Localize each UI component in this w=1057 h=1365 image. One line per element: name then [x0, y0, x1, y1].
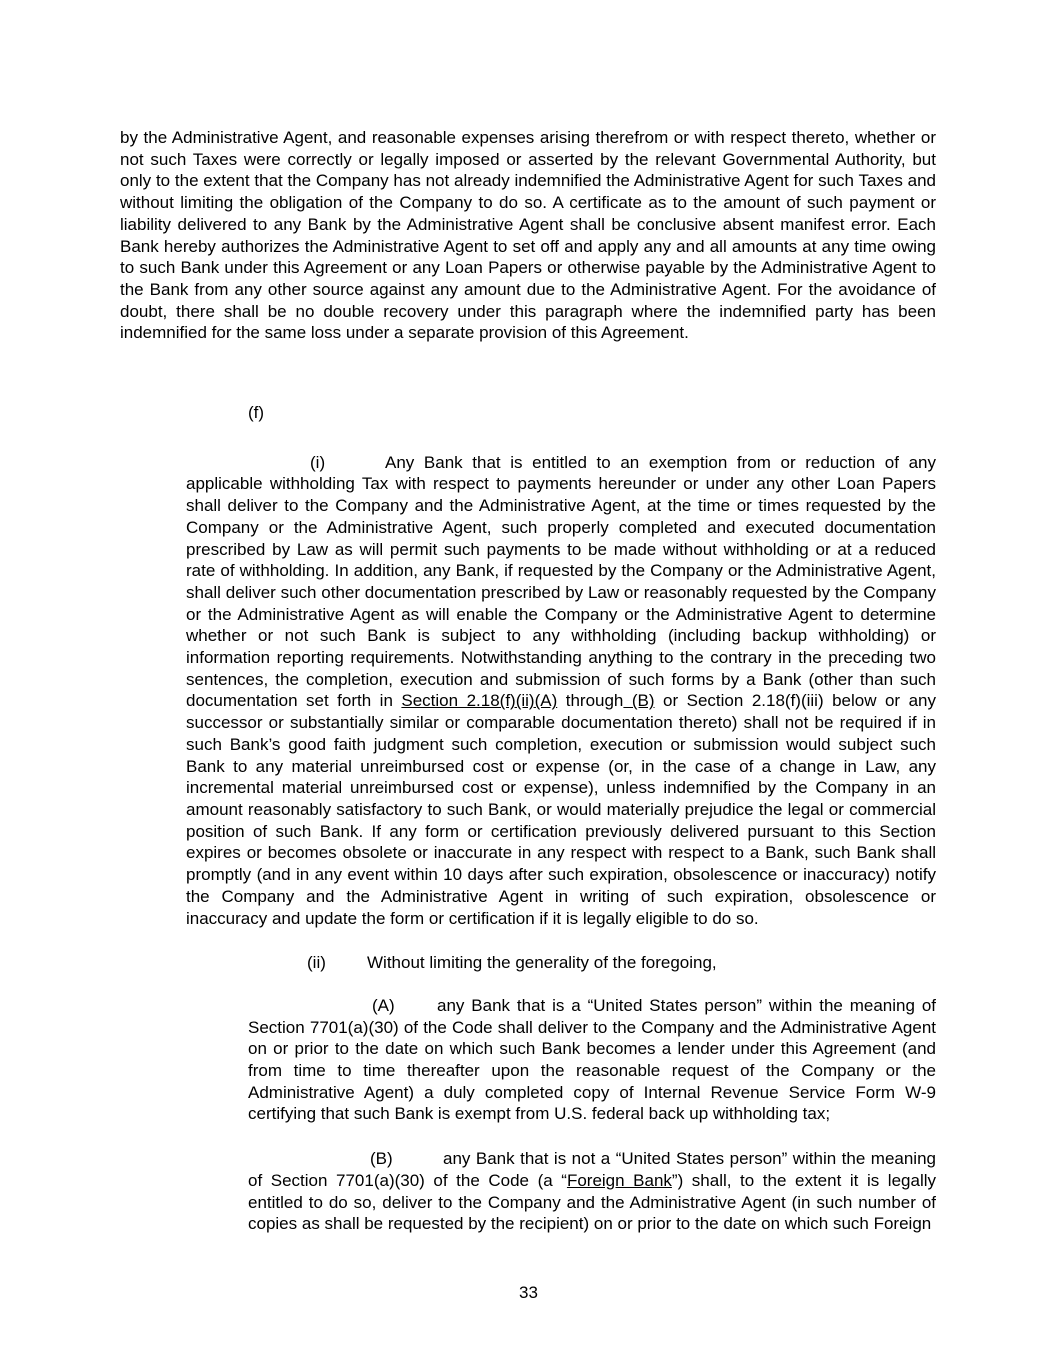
- clause-A-label: (A): [372, 995, 395, 1015]
- clause-f-i-text: Any Bank that is entitled to an exemption from or reduction of any applicable withholding Tax with respect to payments hereunder or under any other Loan Papers shall deliver to the Company and the Administrative Agent, at the time or times requested by the Company or the Administrative Agent, such properly completed and executed documentation prescribed by Law as will permit such payments to be made without withholding or at a reduced rate of withholding. In addition, any Bank, if requested by the Company or the Administrative Agent, shall deliver such other documentation prescribed by Law or reasonably requested by the Company or the Administrative Agent as will enable the Company or the Administrative Agent to determine whether or not such Bank is subject to any withholding (including backup withholding) or information reporting requirements. Notwithstanding anything to the contrary in the preceding two sentences, the completion, execution and submission of such forms by a Bank (other than such documentation set forth in Section 2.18(f)(ii)(A) through (B) or Section 2.18(f)(iii) below or any successor or substantially similar or comparable documentation thereto) shall not be required if in such Bank’s good faith judgment such completion, execution or submission would subject such Bank to any material unreimbursed cost or expense (or, in the case of a change in Law, any incremental material unreimbursed cost or expense), unless indemnified by the Company in an amount reasonably satisfactory to such Bank, or would materially prejudice the legal or commercial position of such Bank. If any form or certification previously delivered pursuant to this Section expires or becomes obsolete or inaccurate in any respect with respect to a Bank, such Bank shall promptly (and in any event within 10 days after such expiration, obsolescence or inaccuracy) notify the Company and the Administrative Agent in writing of such expiration, obsolescence or inaccuracy and update the form or certification if it is legally eligible to do so.: [186, 452, 936, 928]
- clause-f-i-label: (i): [310, 452, 326, 472]
- clause-B-label: (B): [370, 1149, 393, 1169]
- clause-B-paragraph: [248, 1148, 936, 1235]
- clause-f-ii-paragraph: [186, 952, 936, 974]
- clause-f-label: (f): [248, 403, 265, 423]
- paragraph-tax-indemnity-continuation: by the Administrative Agent, and reasonable expenses arising therefrom or with respect thereto, whether or not such Taxes were correctly or legally imposed or asserted by the relevant Governmental Authority, but only to the extent that the Company has not already indemnified the Administrative Agent for such Taxes and without limiting the obligation of the Company to do so. A certificate as to the amount of such payment or liability delivered to any Bank by the Administrative Agent shall be conclusive absent manifest error. Each Bank hereby authorizes the Administrative Agent to set off and apply any and all amounts at any time owing to such Bank under this Agreement or any Loan Papers or otherwise payable by the Administrative Agent to the Bank from any other source against any amount due to the Administrative Agent. For the avoidance of doubt, there shall be no double recovery under this paragraph where the indemnified party has been indemnified for the same loss under a separate provision of this Agreement.: [120, 128, 936, 343]
- clause-f-ii-text: Without limiting the generality of the foregoing,: [367, 953, 717, 973]
- clause-B-text: any Bank that is not a “United States person” within the meaning of Section 7701(a)(30) of the Code (a “Foreign Bank”) shall, to the extent it is legally entitled to do so, deliver to the Company and the Administrative Agent (in such number of copies as shall be requested by the recipient) on or prior to the date on which such Foreign: [248, 1149, 936, 1234]
- clause-f-ii-label: (ii): [307, 953, 326, 973]
- clause-A-paragraph: [248, 995, 936, 1125]
- page-body: [120, 127, 936, 1235]
- page-number: 33: [519, 1283, 538, 1302]
- clause-A-text: any Bank that is a “United States person” within the meaning of Section 7701(a)(30) of the Code shall deliver to the Company and the Administrative Agent on or prior to the date on which such Bank becomes a lender under this Agreement (and from time to time thereafter upon the reasonable request of the Company or the Administrative Agent) a duly completed copy of Internal Revenue Service Form W-9 certifying that such Bank is exempt from U.S. federal back up withholding tax;: [248, 995, 936, 1124]
- clause-f-i-paragraph: [186, 452, 936, 929]
